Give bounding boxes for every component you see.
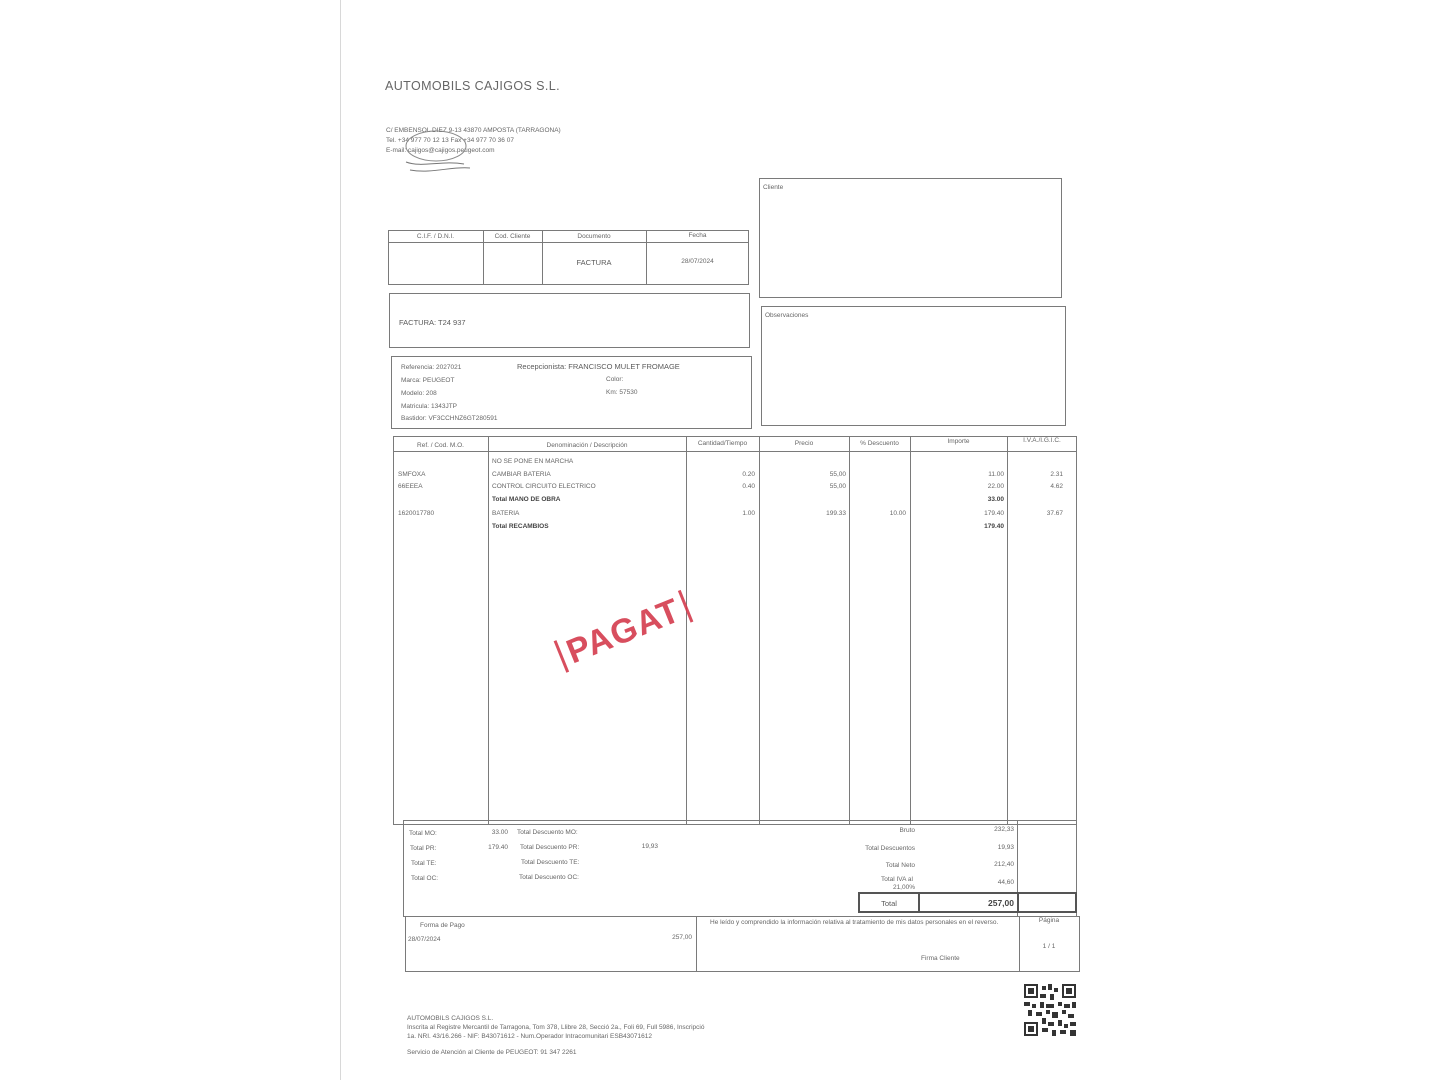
- col-cif: C.I.F. / D.N.I.: [416, 233, 455, 240]
- table-cell-price: 55,00: [829, 471, 846, 478]
- total-pr-disc-value: 19,93: [641, 843, 658, 850]
- total-te-label: Total TE:: [411, 860, 437, 867]
- iva-value: 44,60: [997, 879, 1014, 886]
- neto-label: Total Neto: [885, 862, 915, 869]
- bruto-value: 232,33: [994, 826, 1014, 833]
- pagina-value: 1 / 1: [1042, 943, 1056, 950]
- lines-table: [393, 436, 1077, 825]
- table-cell-price: 199.33: [826, 510, 846, 517]
- vehicle-km: Km: 57530: [606, 389, 638, 396]
- table-cell-qty: 0.20: [742, 471, 755, 478]
- table-cell-amount: 33.00: [987, 496, 1004, 503]
- fecha-value: 28/07/2024: [681, 258, 714, 265]
- vehicle-modelo: Modelo: 208: [401, 390, 437, 397]
- footer-nif: 1a. NRI. 43/16.266 - NIF: B43071612 - Num.Operador Intracomunitari ESB43071612: [407, 1033, 652, 1040]
- cliente-box: [759, 178, 1062, 298]
- col-documento: Documento: [577, 233, 611, 240]
- total-value: 257,00: [988, 898, 1014, 908]
- table-cell-iva: 2.31: [1050, 471, 1063, 478]
- table-cell-desc: BATERIA: [492, 510, 520, 517]
- company-seal-signature: [392, 122, 482, 178]
- vehicle-bastidor: Bastidor: VF3CCHNZ6GT280591: [401, 415, 498, 422]
- th-qty: Cantidad/Tiempo: [697, 440, 748, 447]
- vehicle-matricula: Matricula: 1343JTP: [401, 403, 457, 410]
- company-address: C/ EMBENSOL DIEZ 9-13 43870 AMPOSTA (TARRAGONA): [386, 127, 561, 134]
- th-price: Precio: [794, 440, 814, 447]
- table-cell-qty: 1.00: [742, 510, 755, 517]
- total-oc-label: Total OC:: [411, 875, 439, 882]
- table-cell-ref: 1620017780: [398, 510, 435, 517]
- table-cell-iva: 37.67: [1046, 510, 1063, 517]
- total-pr-disc-label: Total Descuento PR:: [520, 844, 580, 851]
- table-cell-amount: 22.00: [987, 483, 1004, 490]
- forma-pago-label: Forma de Pago: [420, 922, 465, 929]
- neto-value: 212,40: [994, 861, 1014, 868]
- company-phone: Tel. +34 977 70 12 13 Fax +34 977 70 36 07: [386, 137, 514, 144]
- col-cod-cliente: Cod. Cliente: [494, 233, 531, 240]
- descuentos-label: Total Descuentos: [865, 845, 915, 852]
- invoice-number: FACTURA: T24 937: [399, 318, 466, 327]
- forma-pago-fecha: 28/07/2024: [408, 936, 441, 943]
- vehicle-recepcionista: Recepcionista: FRANCISCO MULET FROMAGE: [517, 362, 680, 371]
- vehicle-referencia: Referencia: 2027021: [401, 364, 462, 371]
- observaciones-box: [761, 306, 1066, 426]
- pagina-label: Página: [1038, 917, 1060, 924]
- documento-value: FACTURA: [576, 258, 612, 267]
- table-cell-ref: SMFOXA: [398, 471, 426, 478]
- page-edge: [340, 0, 341, 1080]
- vehicle-color: Color:: [606, 376, 624, 383]
- total-pr-value: 179.40: [488, 844, 508, 851]
- table-cell-disc: 10.00: [889, 510, 906, 517]
- table-cell-amount: 179.40: [984, 523, 1004, 530]
- vehicle-marca: Marca: PEUGEOT: [401, 377, 455, 384]
- th-amount: Importe: [947, 438, 970, 445]
- cliente-label: Cliente: [763, 184, 784, 191]
- forma-pago-importe: 257,00: [672, 934, 692, 941]
- iva-pct: 21,00%: [892, 884, 915, 891]
- footer-company: AUTOMOBILS CAJIGOS S.L.: [407, 1015, 494, 1022]
- qr-code-icon: [1024, 984, 1076, 1036]
- th-disc: % Descuento: [860, 440, 899, 447]
- company-email: E-mail: cajigos@cajigos.peugeot.com: [386, 147, 495, 154]
- total-pr-label: Total PR:: [410, 845, 437, 852]
- firma-cliente: Firma Cliente: [921, 955, 960, 962]
- bruto-label: Bruto: [899, 827, 915, 834]
- table-cell-amount: 11.00: [988, 471, 1004, 478]
- footer-service: Servicio de Atención al Cliente de PEUGEOT: 91 347 2261: [407, 1049, 577, 1056]
- total-oc-disc-label: Total Descuento OC:: [519, 874, 579, 881]
- descuentos-value: 19,93: [997, 844, 1014, 851]
- table-cell-amount: 179.40: [984, 510, 1004, 517]
- table-cell-qty: 0.40: [742, 483, 755, 490]
- total-mo-label: Total MO:: [409, 830, 437, 837]
- th-iva: I.V.A./I.G.I.C.: [1023, 437, 1061, 444]
- table-cell-desc: Total RECAMBIOS: [492, 523, 549, 530]
- total-te-disc-label: Total Descuento TE:: [521, 859, 580, 866]
- table-cell-desc: NO SE PONE EN MARCHA: [492, 458, 574, 465]
- table-cell-desc: Total MANO DE OBRA: [492, 496, 561, 503]
- paid-stamp: PAGAT: [554, 590, 694, 673]
- footer-registry: Inscrita al Registre Mercantil de Tarragona, Tom 378, Llibre 28, Secció 2a., Foli 69, Full 5986, Inscripció: [407, 1024, 705, 1031]
- total-label: Total: [881, 899, 897, 908]
- th-desc: Denominación / Descripción: [546, 442, 628, 449]
- total-mo-value: 33.00: [491, 829, 508, 836]
- table-cell-ref: 66EEEA: [398, 483, 423, 490]
- table-cell-price: 55,00: [829, 483, 846, 490]
- table-cell-iva: 4.62: [1050, 483, 1063, 490]
- total-mo-disc-label: Total Descuento MO:: [517, 829, 578, 836]
- iva-label: Total IVA al: [880, 876, 913, 883]
- table-cell-desc: CAMBIAR BATERIA: [492, 471, 551, 478]
- th-ref: Ref. / Cod. M.O.: [417, 442, 464, 449]
- observaciones-label: Observaciones: [765, 312, 809, 319]
- legal-text: He leído y comprendido la información relativa al tratamiento de mis datos personales en el reverso.: [710, 919, 999, 926]
- col-fecha: Fecha: [688, 232, 707, 239]
- table-cell-desc: CONTROL CIRCUITO ELECTRICO: [492, 483, 596, 490]
- company-name: AUTOMOBILS CAJIGOS S.L.: [385, 79, 560, 93]
